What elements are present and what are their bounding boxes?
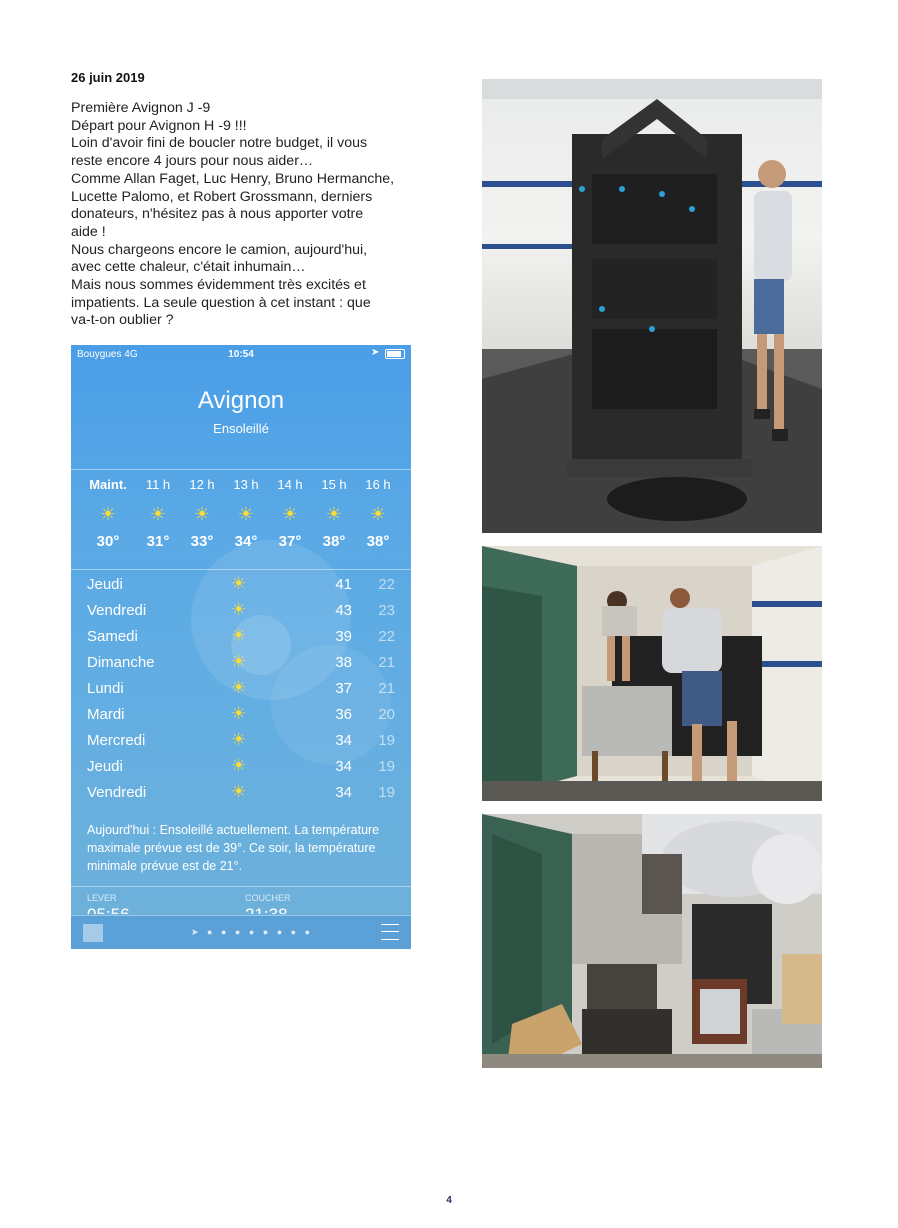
photo-loading-truck [482,546,822,801]
weather-bottom-bar [71,915,411,949]
hourly-forecast-item [180,477,224,550]
photo-lighting-rack-drawing [482,79,822,533]
hourly-forecast-item [224,477,268,550]
weather-channel-logo-icon[interactable] [83,924,103,942]
hour-label: 15 h [321,477,347,492]
status-time: 10:54 [228,349,254,360]
day-name: Dimanche [87,654,155,671]
sun-icon: ☀ [325,504,343,524]
sunset-label: COUCHER [245,893,291,903]
paragraph-line: donateurs, n'hésitez pas à nous apporter votre [71,206,364,223]
day-name: Samedi [87,628,138,645]
hourly-forecast-item [86,477,130,550]
sun-icon: ☀ [231,678,247,697]
daily-forecast-row [71,676,411,702]
day-low: 19 [378,732,395,749]
day-name: Mardi [87,706,125,723]
hour-temp: 38° [366,533,390,550]
carrier-label: Bouygues 4G [77,349,138,360]
sun-icon: ☀ [281,504,299,524]
day-low: 21 [378,680,395,697]
sun-icon: ☀ [231,652,247,671]
list-icon[interactable] [381,924,399,940]
hour-temp: 31° [146,533,170,550]
current-condition: Ensoleillé [213,421,269,436]
day-high: 41 [335,576,352,593]
sun-icon: ☀ [231,730,247,749]
day-name: Lundi [87,680,124,697]
sun-icon: ☀ [237,504,255,524]
paragraph-line: Nous chargeons encore le camion, aujourd'hui, [71,241,368,258]
paragraph-line: avec cette chaleur, c'était inhumain… [71,259,306,276]
daily-forecast-row [71,650,411,676]
paragraph-line: Première Avignon J -9 [71,100,211,116]
paragraph-line: Lucette Palomo, et Robert Grossmann, derniers [71,188,373,205]
photo-loaded-truck [482,814,822,1068]
day-name: Vendredi [87,784,147,801]
divider [71,469,411,470]
day-high: 34 [335,784,352,801]
hour-temp: 30° [96,533,120,550]
paragraph-line: Départ pour Avignon H -9 !!! [71,117,247,134]
photo-loading-truck-drawing [482,546,822,801]
photo-loaded-truck-drawing [482,814,822,1068]
city-name: Avignon [197,387,285,414]
sun-icon: ☀ [369,504,387,524]
day-name: Vendredi [87,602,147,619]
sun-icon: ☀ [231,756,247,775]
daily-forecast-row [71,728,411,754]
day-low: 23 [378,602,395,619]
day-high: 43 [335,602,352,619]
day-name: Mercredi [87,732,146,749]
sunrise-label: LEVER [87,893,117,903]
battery-icon [385,349,405,359]
daily-forecast-row [71,572,411,598]
day-low: 21 [378,654,395,671]
sun-icon: ☀ [193,504,211,524]
day-name: Jeudi [87,758,123,775]
day-name: Jeudi [87,576,123,593]
hourly-forecast-item [268,477,312,550]
status-bar [71,345,411,363]
paragraph-line: reste encore 4 jours pour nous aider… [71,153,314,170]
paragraph-line: va-t-on oublier ? [71,312,174,329]
hour-label: 11 h [145,477,171,492]
day-low: 22 [378,628,395,645]
day-high: 36 [335,706,352,723]
weather-screenshot [71,345,411,949]
day-high: 34 [335,732,352,749]
hour-temp: 33° [190,533,214,550]
day-low: 19 [378,784,395,801]
day-high: 37 [335,680,352,697]
sun-icon: ☀ [149,504,167,524]
location-arrow-icon: ➤ [371,347,380,358]
hour-label: Maint. [89,477,127,492]
sun-icon: ☀ [231,782,247,801]
day-high: 38 [335,654,352,671]
paragraph-line: Comme Allan Faget, Luc Henry, Bruno Hermanche, [71,170,395,187]
hour-label: 13 h [233,477,259,492]
divider [71,569,411,570]
paragraph-line: Mais nous sommes évidemment très excités et [71,277,366,294]
page-number: 4 [446,1195,452,1206]
day-high: 34 [335,758,352,775]
daily-forecast-row [71,702,411,728]
day-low: 22 [378,576,395,593]
day-low: 19 [378,758,395,775]
entry-paragraph [71,100,421,330]
hourly-forecast-item [136,477,180,550]
hour-label: 12 h [189,477,215,492]
hour-temp: 34° [234,533,258,550]
hour-temp: 37° [278,533,302,550]
paragraph-line: aide ! [71,223,106,240]
day-low: 20 [378,706,395,723]
sun-icon: ☀ [231,600,247,619]
day-high: 39 [335,628,352,645]
sun-icon: ☀ [231,704,247,723]
sun-icon: ☀ [231,626,247,645]
sun-icon: ☀ [99,504,117,524]
paragraph-line: Loin d'avoir fini de boucler notre budget, il vous [71,135,368,152]
hourly-forecast-item [312,477,356,550]
divider [71,886,411,887]
daily-forecast-row [71,598,411,624]
hour-label: 14 h [277,477,303,492]
daily-forecast-row [71,624,411,650]
hour-label: 16 h [365,477,391,492]
forecast-summary: Aujourd'hui : Ensoleillé actuellement. La température maximale prévue est de 39°. Ce soir, la température minimale prévue est de 21°. [87,823,380,873]
sun-icon: ☀ [231,574,247,593]
hour-temp: 38° [322,533,346,550]
paragraph-line: impatients. La seule question à cet instant : que [71,294,371,311]
photo-lighting-rack [482,79,822,533]
daily-forecast-row [71,754,411,780]
daily-forecast-row [71,780,411,806]
entry-date: 26 juin 2019 [71,70,145,85]
page-indicator-dots[interactable]: ➤ ● ● ● ● ● ● ● ● [191,927,314,937]
hourly-forecast-item [356,477,400,550]
